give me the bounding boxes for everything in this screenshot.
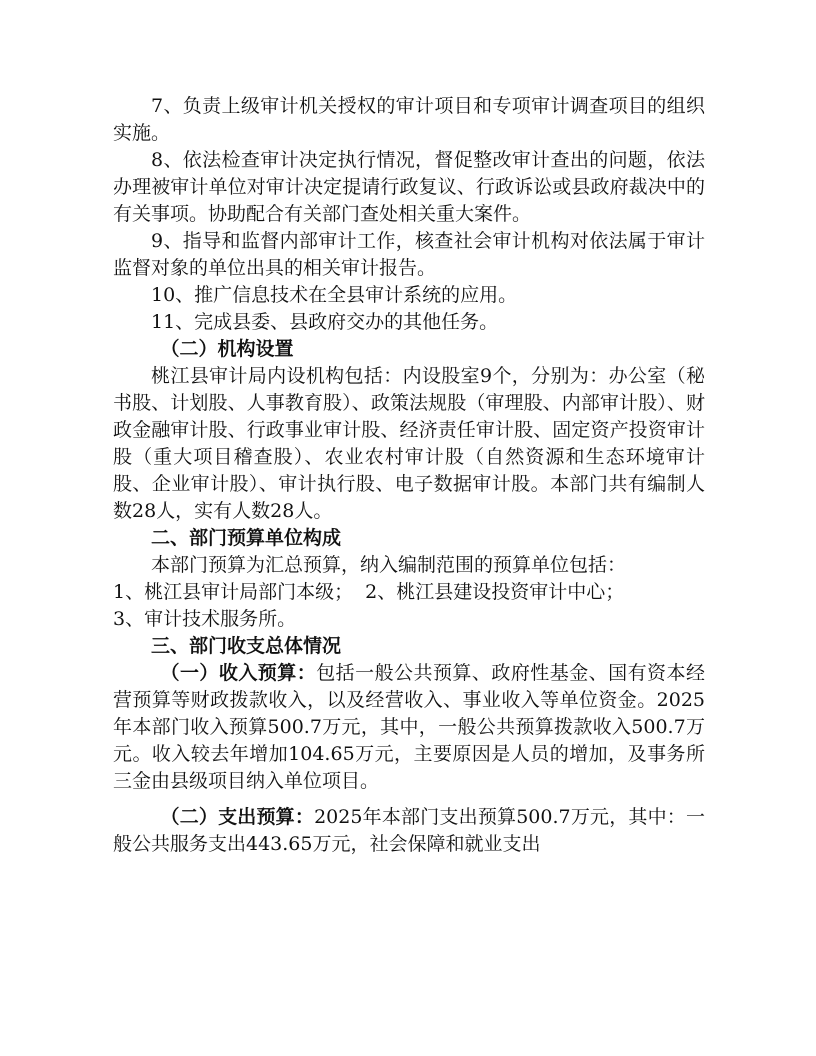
duty-item-8: 8、依法检查审计决定执行情况，督促整改审计查出的问题，依法办理被审计单位对审计决定提请行政复议、行政诉讼或县政府裁决中的有关事项。协助配合有关部门查处相关重大案件。 (113, 149, 705, 225)
expense-budget-lead: （二）支出预算： (160, 806, 315, 828)
duty-item-7: 7、负责上级审计机关授权的审计项目和专项审计调查项目的组织实施。 (113, 95, 705, 144)
expense-budget-body: 2025年本部门支出预算500.7万元，其中：一般公共服务支出443.65万元，社会保障和就业支出 (113, 806, 705, 855)
section-3-heading: 三、部门收支总体情况 (151, 635, 342, 657)
expense-budget-paragraph (113, 804, 705, 858)
section-2-units-line-1: 1、桃江县审计局部门本级； 2、桃江县建设投资审计中心； (113, 581, 625, 603)
document-page (113, 93, 705, 858)
income-budget-body: 包括一般公共预算、政府性基金、国有资本经营预算等财政拨款收入，以及经营收入、事业收入等单位资金。2025年本部门收入预算500.7万元，其中，一般公共预算拨款收入500.7万元。收入较去年增加104.65万元，主要原因是人员的增加，及事务所三金由县级项目纳入单位项目。 (113, 662, 705, 792)
duty-item-10: 10、推广信息技术在全县审计系统的应用。 (151, 284, 518, 306)
income-budget-paragraph (113, 660, 705, 795)
income-budget-lead: （一）收入预算： (160, 662, 317, 684)
section-2-intro: 本部门预算为汇总预算，纳入编制范围的预算单位包括： (151, 554, 627, 576)
org-setup-body: 桃江县审计局内设机构包括：内设股室9个，分别为：办公室（秘书股、计划股、人事教育股）、政策法规股（审理股、内部审计股）、财政金融审计股、行政事业审计股、经济责任审计股、固定资产投资审计股（重大项目稽查股）、农业农村审计股（自然资源和生态环境审计股、企业审计股）、审计执行股、电子数据审计股。本部门共有编制人数28人，实有人数28人。 (113, 365, 705, 522)
section-2-heading: 二、部门预算单位构成 (151, 527, 342, 549)
section-2-units-line-2: 3、审计技术服务所。 (113, 608, 297, 630)
duty-item-9: 9、指导和监督内部审计工作，核查社会审计机构对依法属于审计监督对象的单位出具的相关审计报告。 (113, 230, 705, 279)
duty-item-11: 11、完成县委、县政府交办的其他任务。 (151, 311, 499, 333)
paragraph-gap (113, 795, 705, 804)
org-setup-heading: （二）机构设置 (160, 338, 294, 360)
